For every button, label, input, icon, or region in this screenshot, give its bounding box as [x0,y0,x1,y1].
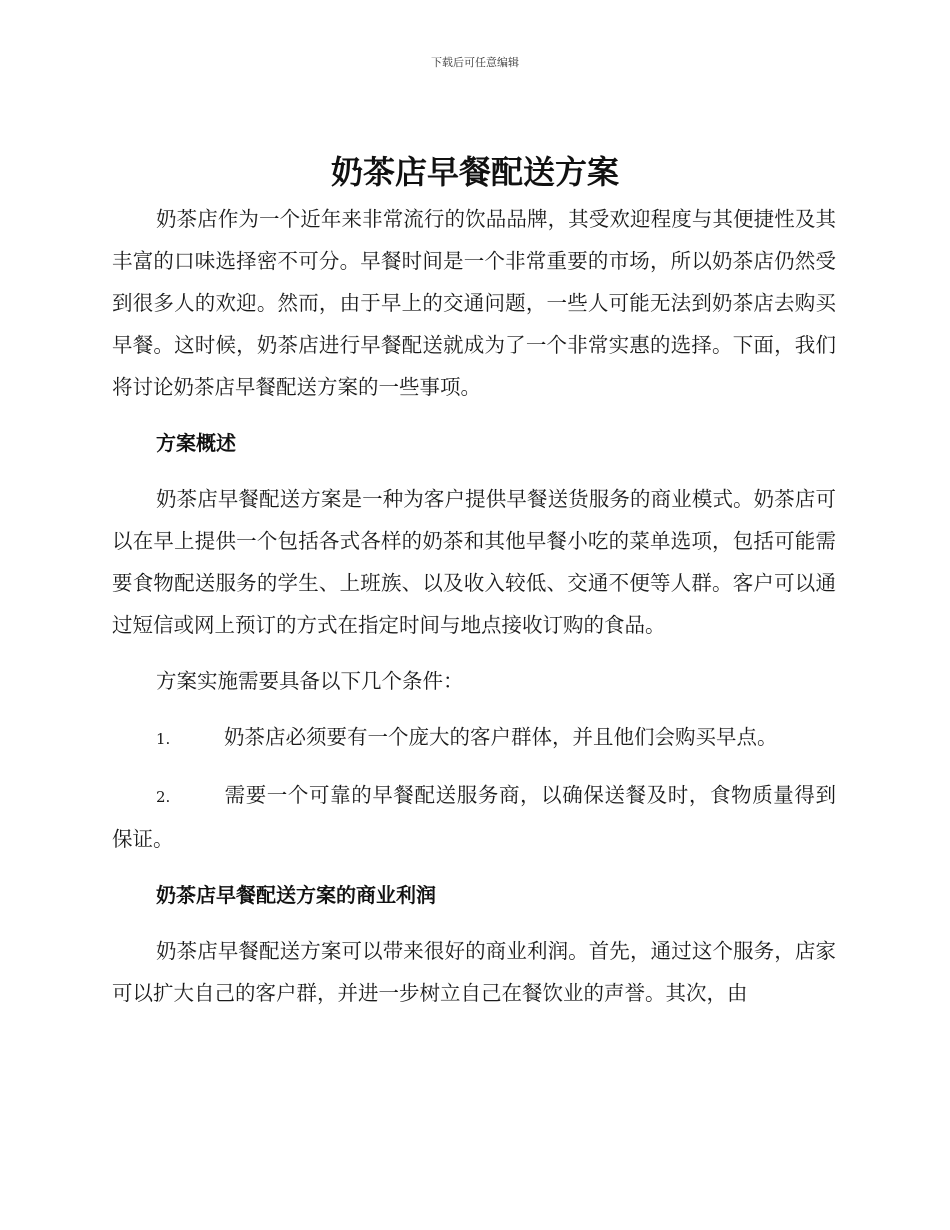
list-item [112,716,836,760]
document-title: 奶茶店早餐配送方案 [330,153,619,191]
profit-paragraph: 奶茶店早餐配送方案可以带来很好的商业利润。首先，通过这个服务，店家可以扩大自己的客户群，并进一步树立自己在餐饮业的声誉。其次，由 [112,939,836,1005]
conditions-intro: 方案实施需要具备以下几个条件： [156,669,464,693]
list-item-text: 奶茶店必须要有一个庞大的客户群体，并且他们会购买早点。 [224,725,778,749]
section-heading-overview: 方案概述 [156,431,236,455]
section-heading-profit: 奶茶店早餐配送方案的商业利润 [156,883,436,907]
overview-paragraph: 奶茶店早餐配送方案是一种为客户提供早餐送货服务的商业模式。奶茶店可以在早上提供一个包括各式各样的奶茶和其他早餐小吃的菜单选项，包括可能需要食物配送服务的学生、上班族、以及收入较低、交通不便等人群。客户可以通过短信或网上预订的方式在指定时间与地点接收订购的食品。 [112,487,836,637]
document-body [112,198,836,1014]
list-number: 2. [156,788,171,806]
list-item [112,774,836,860]
list-number: 1. [156,730,171,748]
list-item-text: 需要一个可靠的早餐配送服务商，以确保送餐及时，食物质量得到保证。 [112,783,836,851]
header-note: 下载后可任意编辑 [431,56,519,69]
intro-paragraph: 奶茶店作为一个近年来非常流行的饮品品牌，其受欢迎程度与其便捷性及其丰富的口味选择密不可分。早餐时间是一个非常重要的市场，所以奶茶店仍然受到很多人的欢迎。然而，由于早上的交通问题，一些人可能无法到奶茶店去购买早餐。这时候，奶茶店进行早餐配送就成为了一个非常实惠的选择。下面，我们将讨论奶茶店早餐配送方案的一些事项。 [112,207,836,399]
